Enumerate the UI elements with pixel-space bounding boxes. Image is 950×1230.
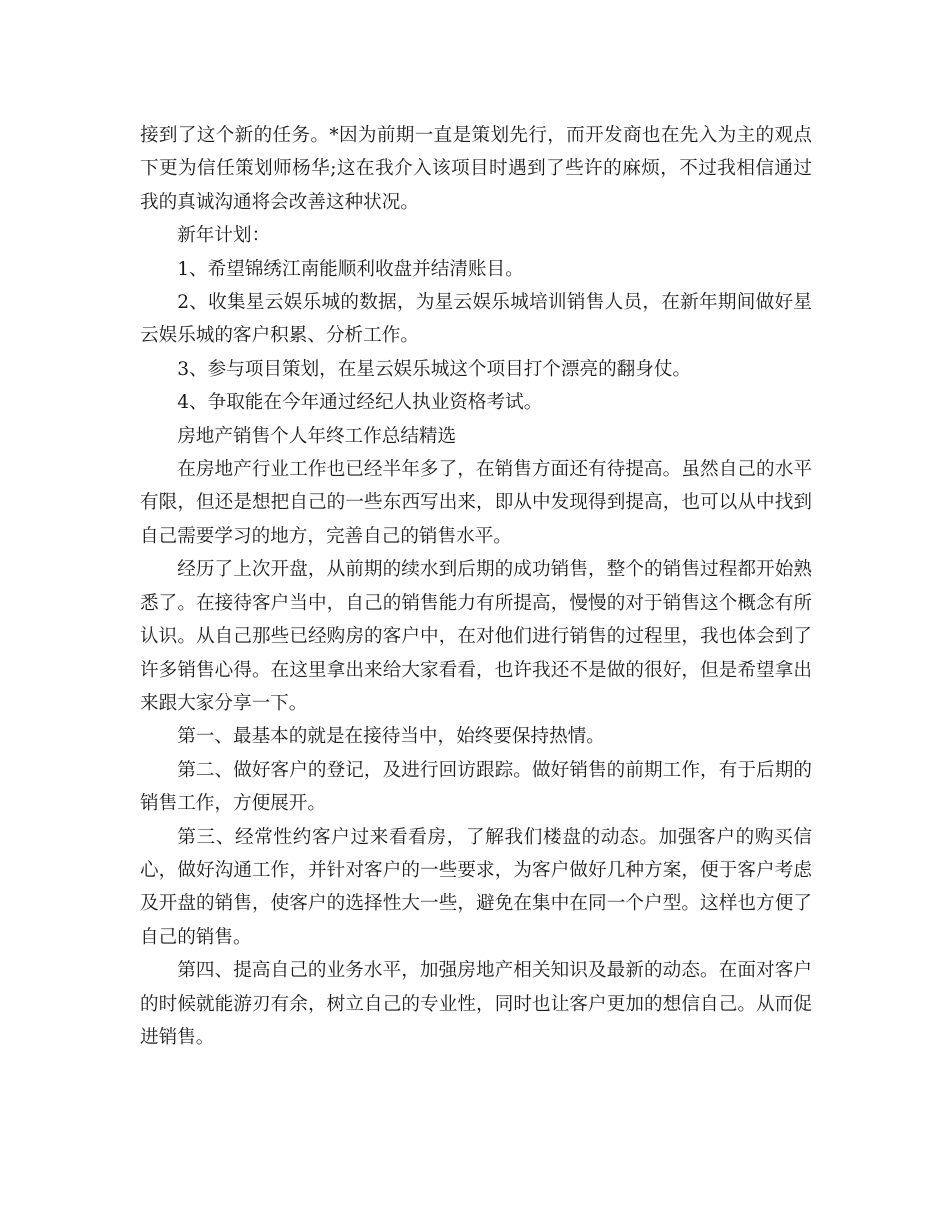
document-body [140, 119, 812, 1054]
paragraph-experience: 经历了上次开盘，从前期的续水到后期的成功销售，整个的销售过程都开始熟悉了。在接待客户当中，自己的销售能力有所提高，慢慢的对于销售这个概念有所认识。从自己那些已经购房的客户中，在对他们进行销售的过程里，我也体会到了许多销售心得。在这里拿出来给大家看看，也许我还不是做的很好，但是希望拿出来跟大家分享一下。 [140, 559, 812, 714]
paragraph-plan-item-3: 3、参与项目策划，在星云娱乐城这个项目打个漂亮的翻身仗。 [177, 358, 692, 380]
paragraph-plan-item-1: 1、希望锦绣江南能顺利收盘并结清账目。 [177, 258, 524, 280]
paragraph-point-1: 第一、最基本的就是在接待当中，始终要保持热情。 [177, 726, 605, 748]
paragraph-point-3: 第三、经常性约客户过来看看房，了解我们楼盘的动态。加强客户的购买信心，做好沟通工作，并针对客户的一些要求，为客户做好几种方案，便于客户考虑及开盘的销售，使客户的选择性大一些，避免在集中在同一个户型。这样也方便了自己的销售。 [140, 826, 812, 948]
paragraph-point-2: 第二、做好客户的登记，及进行回访跟踪。做好销售的前期工作，有于后期的销售工作，方便展开。 [140, 759, 812, 815]
paragraph-plan-item-2: 2、收集星云娱乐城的数据，为星云娱乐城培训销售人员，在新年期间做好星云娱乐城的客户积累、分析工作。 [140, 292, 812, 347]
paragraph-continuation: 接到了这个新的任务。*因为前期一直是策划先行，而开发商也在先入为主的观点下更为信任策划师杨华;这在我介入该项目时遇到了些许的麻烦，不过我相信通过我的真诚沟通将会改善这种状况。 [140, 125, 812, 213]
paragraph-plan-item-4: 4、争取能在今年通过经纪人执业资格考试。 [177, 392, 543, 414]
section-title: 房地产销售个人年终工作总结精选 [177, 425, 457, 447]
paragraph-plan-heading: 新年计划： [177, 225, 271, 247]
paragraph-intro: 在房地产行业工作也已经半年多了，在销售方面还有待提高。虽然自己的水平有限，但还是想把自己的一些东西写出来，即从中发现得到提高，也可以从中找到自己需要学习的地方，完善自己的销售水平。 [140, 459, 812, 547]
paragraph-point-4: 第四、提高自己的业务水平，加强房地产相关知识及最新的动态。在面对客户的时候就能游刃有余，树立自己的专业性，同时也让客户更加的想信自己。从而促进销售。 [140, 960, 812, 1048]
